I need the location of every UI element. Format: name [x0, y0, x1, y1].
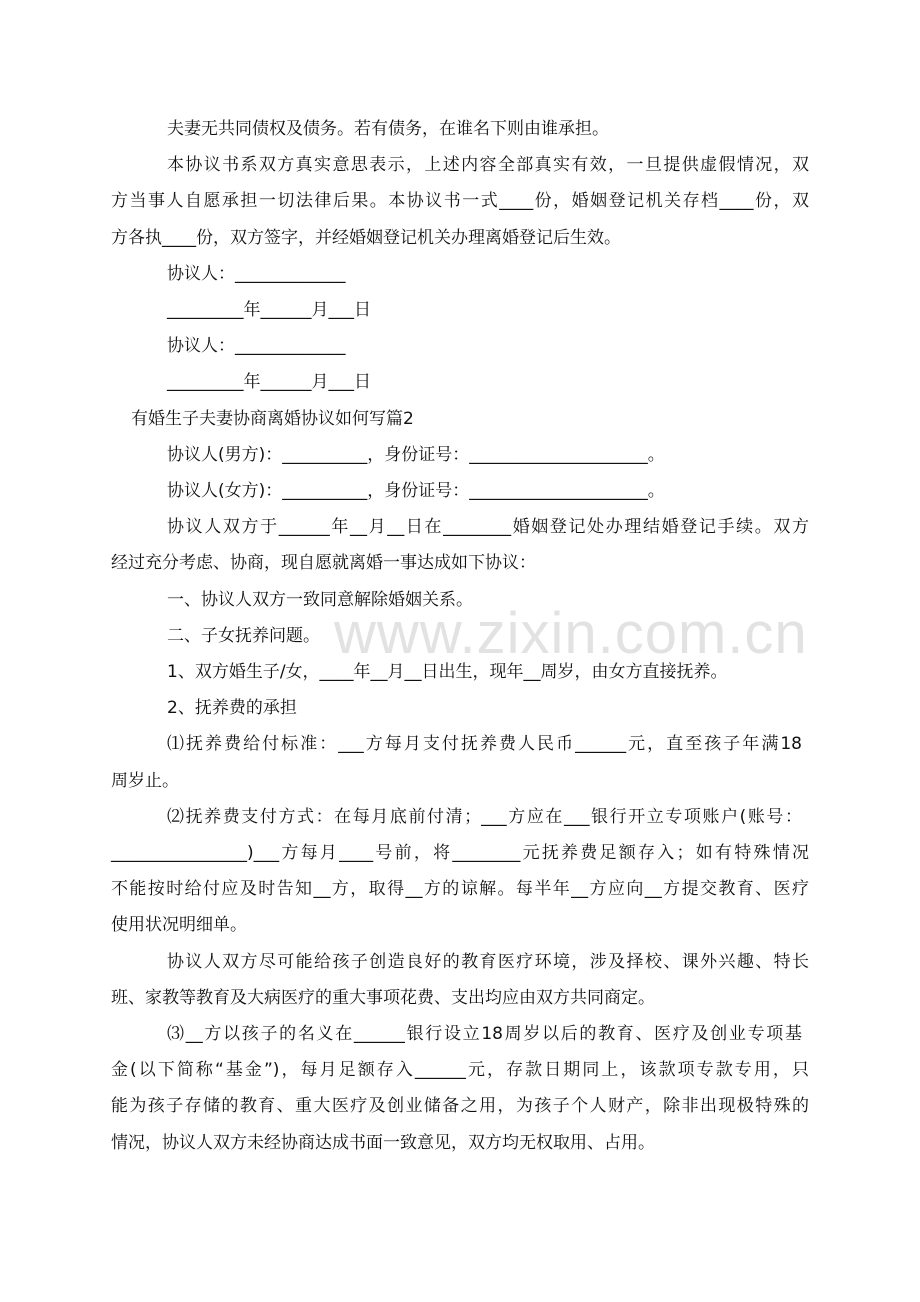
- paragraph-line: ⑴抚养费给付标准：___方每月支付抚养费人民币______元，直至孩子年满18: [167, 734, 802, 754]
- clause-line: 二、子女抚养问题。: [167, 626, 320, 646]
- paragraph-line: ⑵抚养费支付方式：在每月底前付清；___方应在___银行开立专项账户(账号：: [167, 807, 802, 827]
- date-line: _________年______月___日: [167, 300, 371, 320]
- paragraph-line: 经过充分考虑、协商，现自愿就离婚一事达成如下协议：: [111, 553, 536, 573]
- section-heading: 有婚生子夫妻协商离婚协议如何写篇2: [131, 409, 414, 429]
- paragraph-line: 协议人双方尽可能给孩子创造良好的教育医疗环境，涉及择校、课外兴趣、特长: [167, 952, 809, 972]
- paragraph-line: 方当事人自愿承担一切法律后果。本协议书一式____份，婚姻登记机关存档____份，双: [111, 191, 809, 211]
- paragraph-line: 本协议书系双方真实意思表示，上述内容全部真实有效，一旦提供虚假情况，双: [167, 155, 809, 175]
- party-line-male: 协议人(男方)：__________，身份证号：_____________________。: [167, 445, 665, 465]
- paragraph-line: 使用状况明细单。: [111, 915, 247, 935]
- paragraph-line: 情况，协议人双方未经协商达成书面一致意见，双方均无权取用、占用。: [111, 1133, 655, 1153]
- signatory-line: 协议人：_____________: [167, 264, 346, 284]
- paragraph-line: ________________)___方每月____号前，将________元抚养费足额存入；如有特殊情况: [111, 843, 809, 863]
- party-line-female: 协议人(女方)：__________，身份证号：_____________________。: [167, 481, 665, 501]
- paragraph-line: 协议人双方于______年__月__日在________婚姻登记处办理结婚登记手续。双方: [167, 517, 809, 537]
- paragraph-line: 方各执____份，双方签字，并经婚姻登记机关办理离婚登记后生效。: [111, 228, 621, 248]
- signatory-line: 协议人：_____________: [167, 336, 346, 356]
- clause-line: 一、协议人双方一致同意解除婚姻关系。: [167, 590, 473, 610]
- date-line: _________年______月___日: [167, 372, 371, 392]
- clause-line: 1、双方婚生子/女，____年__月__日出生，现年__周岁，由女方直接抚养。: [167, 662, 728, 682]
- paragraph-line: 周岁止。: [111, 771, 179, 791]
- paragraph-line: ⑶__方以孩子的名义在______银行设立18周岁以后的教育、医疗及创业专项基: [167, 1024, 802, 1044]
- paragraph-line: 夫妻无共同债权及债务。若有债务，在谁名下则由谁承担。: [167, 119, 609, 139]
- clause-line: 2、抚养费的承担: [167, 698, 297, 718]
- paragraph-line: 能为孩子存储的教育、重大医疗及创业储备之用，为孩子个人财产，除非出现极特殊的: [111, 1096, 809, 1116]
- paragraph-line: 不能按时给付应及时告知__方，取得__方的谅解。每半年__方应向__方提交教育、医疗: [111, 879, 809, 899]
- watermark: www.zixin.com.cn: [334, 601, 808, 666]
- paragraph-line: 金(以下简称“基金”)，每月足额存入______元，存款日期同上，该款项专款专用，只: [111, 1060, 809, 1080]
- paragraph-line: 班、家教等教育及大病医疗的重大事项花费、支出均应由双方共同商定。: [111, 988, 655, 1008]
